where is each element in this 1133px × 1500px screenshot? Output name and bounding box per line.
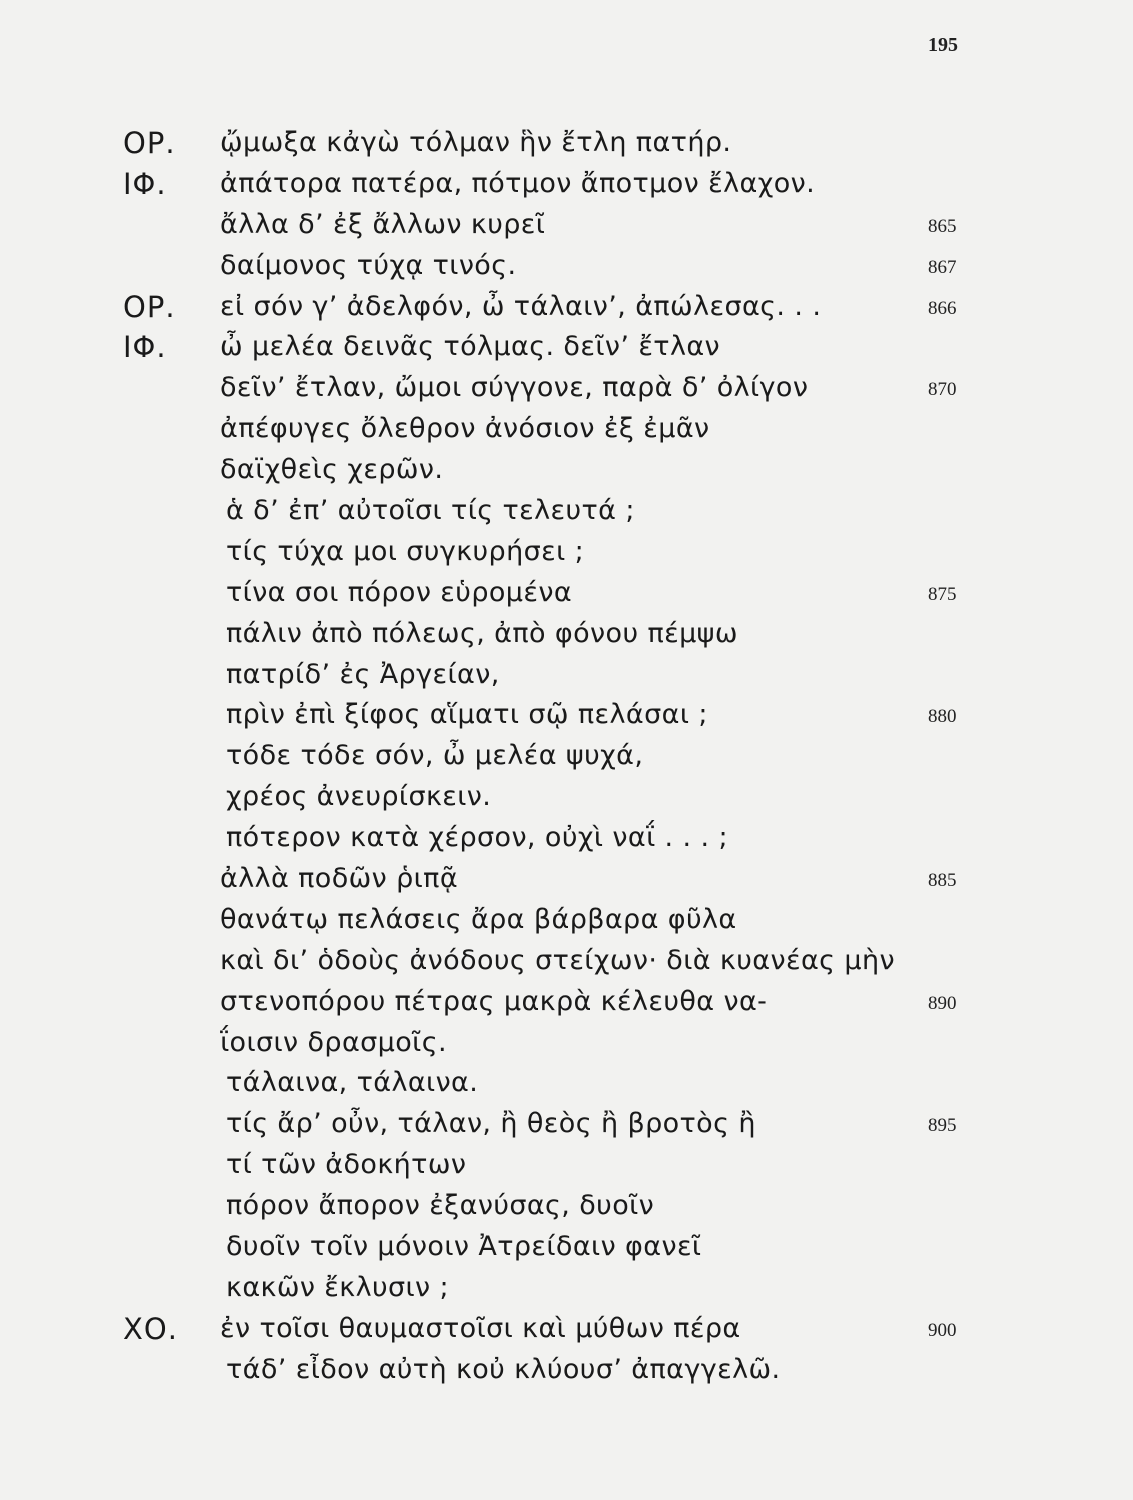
verse-line-text: ἀλλὰ ποδῶν ῥιπᾷ (220, 863, 459, 895)
verse-line-text: καὶ δι’ ὁδοὺς ἀνόδους στείχων· διὰ κυανέας μὴν (220, 944, 895, 976)
verse-line (0, 982, 1133, 1023)
verse-line-text: τόδε τόδε σόν, ὦ μελέα ψυχά, (226, 740, 644, 772)
line-number: 867 (928, 256, 957, 278)
verse-line-text: τίς τύχα μοι συγκυρήσει ; (226, 535, 585, 567)
verse-line (0, 532, 1133, 573)
verse-line (0, 491, 1133, 532)
verse-line (0, 450, 1133, 491)
verse-line-text: ᾤμωξα κἀγὼ τόλμαν ἣν ἔτλη πατήρ. (220, 127, 732, 158)
verse-line (0, 1186, 1133, 1227)
verse-line-text: ἄλλα δ’ ἐξ ἄλλων κυρεῖ (220, 208, 546, 240)
verse-line-text: ὦ μελέα δεινᾶς τόλμας. δεῖν’ ἔτλαν (220, 331, 721, 363)
verse-line (0, 1309, 1133, 1350)
verse-line (0, 695, 1133, 736)
line-number: 870 (928, 379, 957, 401)
verse-line (0, 1023, 1133, 1064)
verse-line-text: χρέος ἀνευρίσκειν. (226, 781, 492, 813)
verse-line-text: πάλιν ἀπὸ πόλεως, ἀπὸ φόνου πέμψω (226, 617, 738, 649)
line-number: 865 (928, 215, 957, 237)
verse-line-text: πότερον κατὰ χέρσον, οὐχὶ ναΐ . . . ; (226, 822, 728, 854)
verse-text (0, 123, 1133, 1391)
verse-line-text: πατρίδ’ ἐς Ἀργείαν, (226, 658, 500, 690)
verse-line (0, 777, 1133, 818)
verse-line-text: πόρον ἄπορον ἐξανύσας, δυοῖν (226, 1190, 655, 1222)
line-number: 900 (928, 1319, 957, 1341)
verse-line-text: ΐοισιν δρασμοῖς. (220, 1026, 447, 1058)
verse-line-text: τίνα σοι πόρον εὑρομένα (226, 576, 573, 608)
verse-line (0, 1104, 1133, 1145)
speaker-label: ΟΡ. (123, 126, 176, 160)
verse-line (0, 327, 1133, 368)
line-number: 875 (928, 583, 957, 605)
line-number: 895 (928, 1115, 957, 1137)
verse-line (0, 164, 1133, 205)
verse-line (0, 1063, 1133, 1104)
line-number: 890 (928, 992, 957, 1014)
verse-line-text: τίς ἄρ’ οὖν, τάλαν, ἢ θεὸς ἢ βροτὸς ἢ (226, 1108, 756, 1140)
verse-line (0, 859, 1133, 900)
verse-line (0, 573, 1133, 614)
verse-line (0, 614, 1133, 655)
verse-line-text: δαϊχθεὶς χερῶν. (220, 454, 444, 486)
speaker-label: ΧΟ. (123, 1311, 178, 1346)
line-number: 880 (928, 706, 957, 728)
verse-line (0, 205, 1133, 246)
verse-line-text: τάλαινα, τάλαινα. (226, 1067, 479, 1099)
verse-line (0, 736, 1133, 777)
verse-line (0, 409, 1133, 450)
verse-line-text: θανάτῳ πελάσεις ἄρα βάρβαρα φῦλα (220, 903, 737, 935)
speaker-label: ΟΡ. (123, 289, 176, 324)
verse-line (0, 368, 1133, 409)
verse-line (0, 1350, 1133, 1391)
verse-line (0, 246, 1133, 287)
verse-line (0, 655, 1133, 696)
verse-line (0, 818, 1133, 859)
verse-line (0, 123, 1133, 164)
verse-line-text: τάδ’ εἶδον αὐτὴ κοὐ κλύουσ’ ἀπαγγελῶ. (226, 1353, 781, 1385)
verse-line (0, 941, 1133, 982)
line-number: 866 (928, 297, 957, 319)
verse-line (0, 1268, 1133, 1309)
speaker-label: ΙΦ. (123, 166, 167, 201)
verse-line-text: ἁ δ’ ἐπ’ αὐτοῖσι τίς τελευτά ; (226, 495, 635, 527)
verse-line-text: στενοπόρου πέτρας μακρὰ κέλευθα να- (220, 985, 768, 1017)
verse-line-text: τί τῶν ἀδοκήτων (226, 1149, 467, 1181)
page-number: 195 (928, 34, 958, 56)
verse-line-text: εἰ σόν γ’ ἀδελφόν, ὦ τάλαιν’, ἀπώλεσας. . . (220, 290, 822, 322)
verse-line-text: ἀπέφυγες ὄλεθρον ἀνόσιον ἐξ ἐμᾶν (220, 413, 710, 445)
verse-line (0, 1145, 1133, 1186)
verse-line (0, 1227, 1133, 1268)
verse-line-text: ἐν τοῖσι θαυμαστοῖσι καὶ μύθων πέρα (220, 1312, 741, 1344)
speaker-label: ΙΦ. (123, 330, 167, 365)
line-number: 885 (928, 870, 957, 892)
verse-line-text: δυοῖν τοῖν μόνοιν Ἀτρείδαιν φανεῖ (226, 1231, 702, 1263)
verse-line-text: ἀπάτορα πατέρα, πότμον ἄποτμον ἔλαχον. (220, 167, 816, 199)
verse-line-text: πρὶν ἐπὶ ξίφος αἵματι σῷ πελάσαι ; (226, 699, 708, 731)
verse-line (0, 287, 1133, 328)
verse-line (0, 900, 1133, 941)
verse-line-text: δεῖν’ ἔτλαν, ὤμοι σύγγονε, παρὰ δ’ ὀλίγον (220, 372, 809, 404)
verse-line-text: κακῶν ἔκλυσιν ; (226, 1271, 450, 1303)
verse-line-text: δαίμονος τύχᾳ τινός. (220, 249, 517, 281)
